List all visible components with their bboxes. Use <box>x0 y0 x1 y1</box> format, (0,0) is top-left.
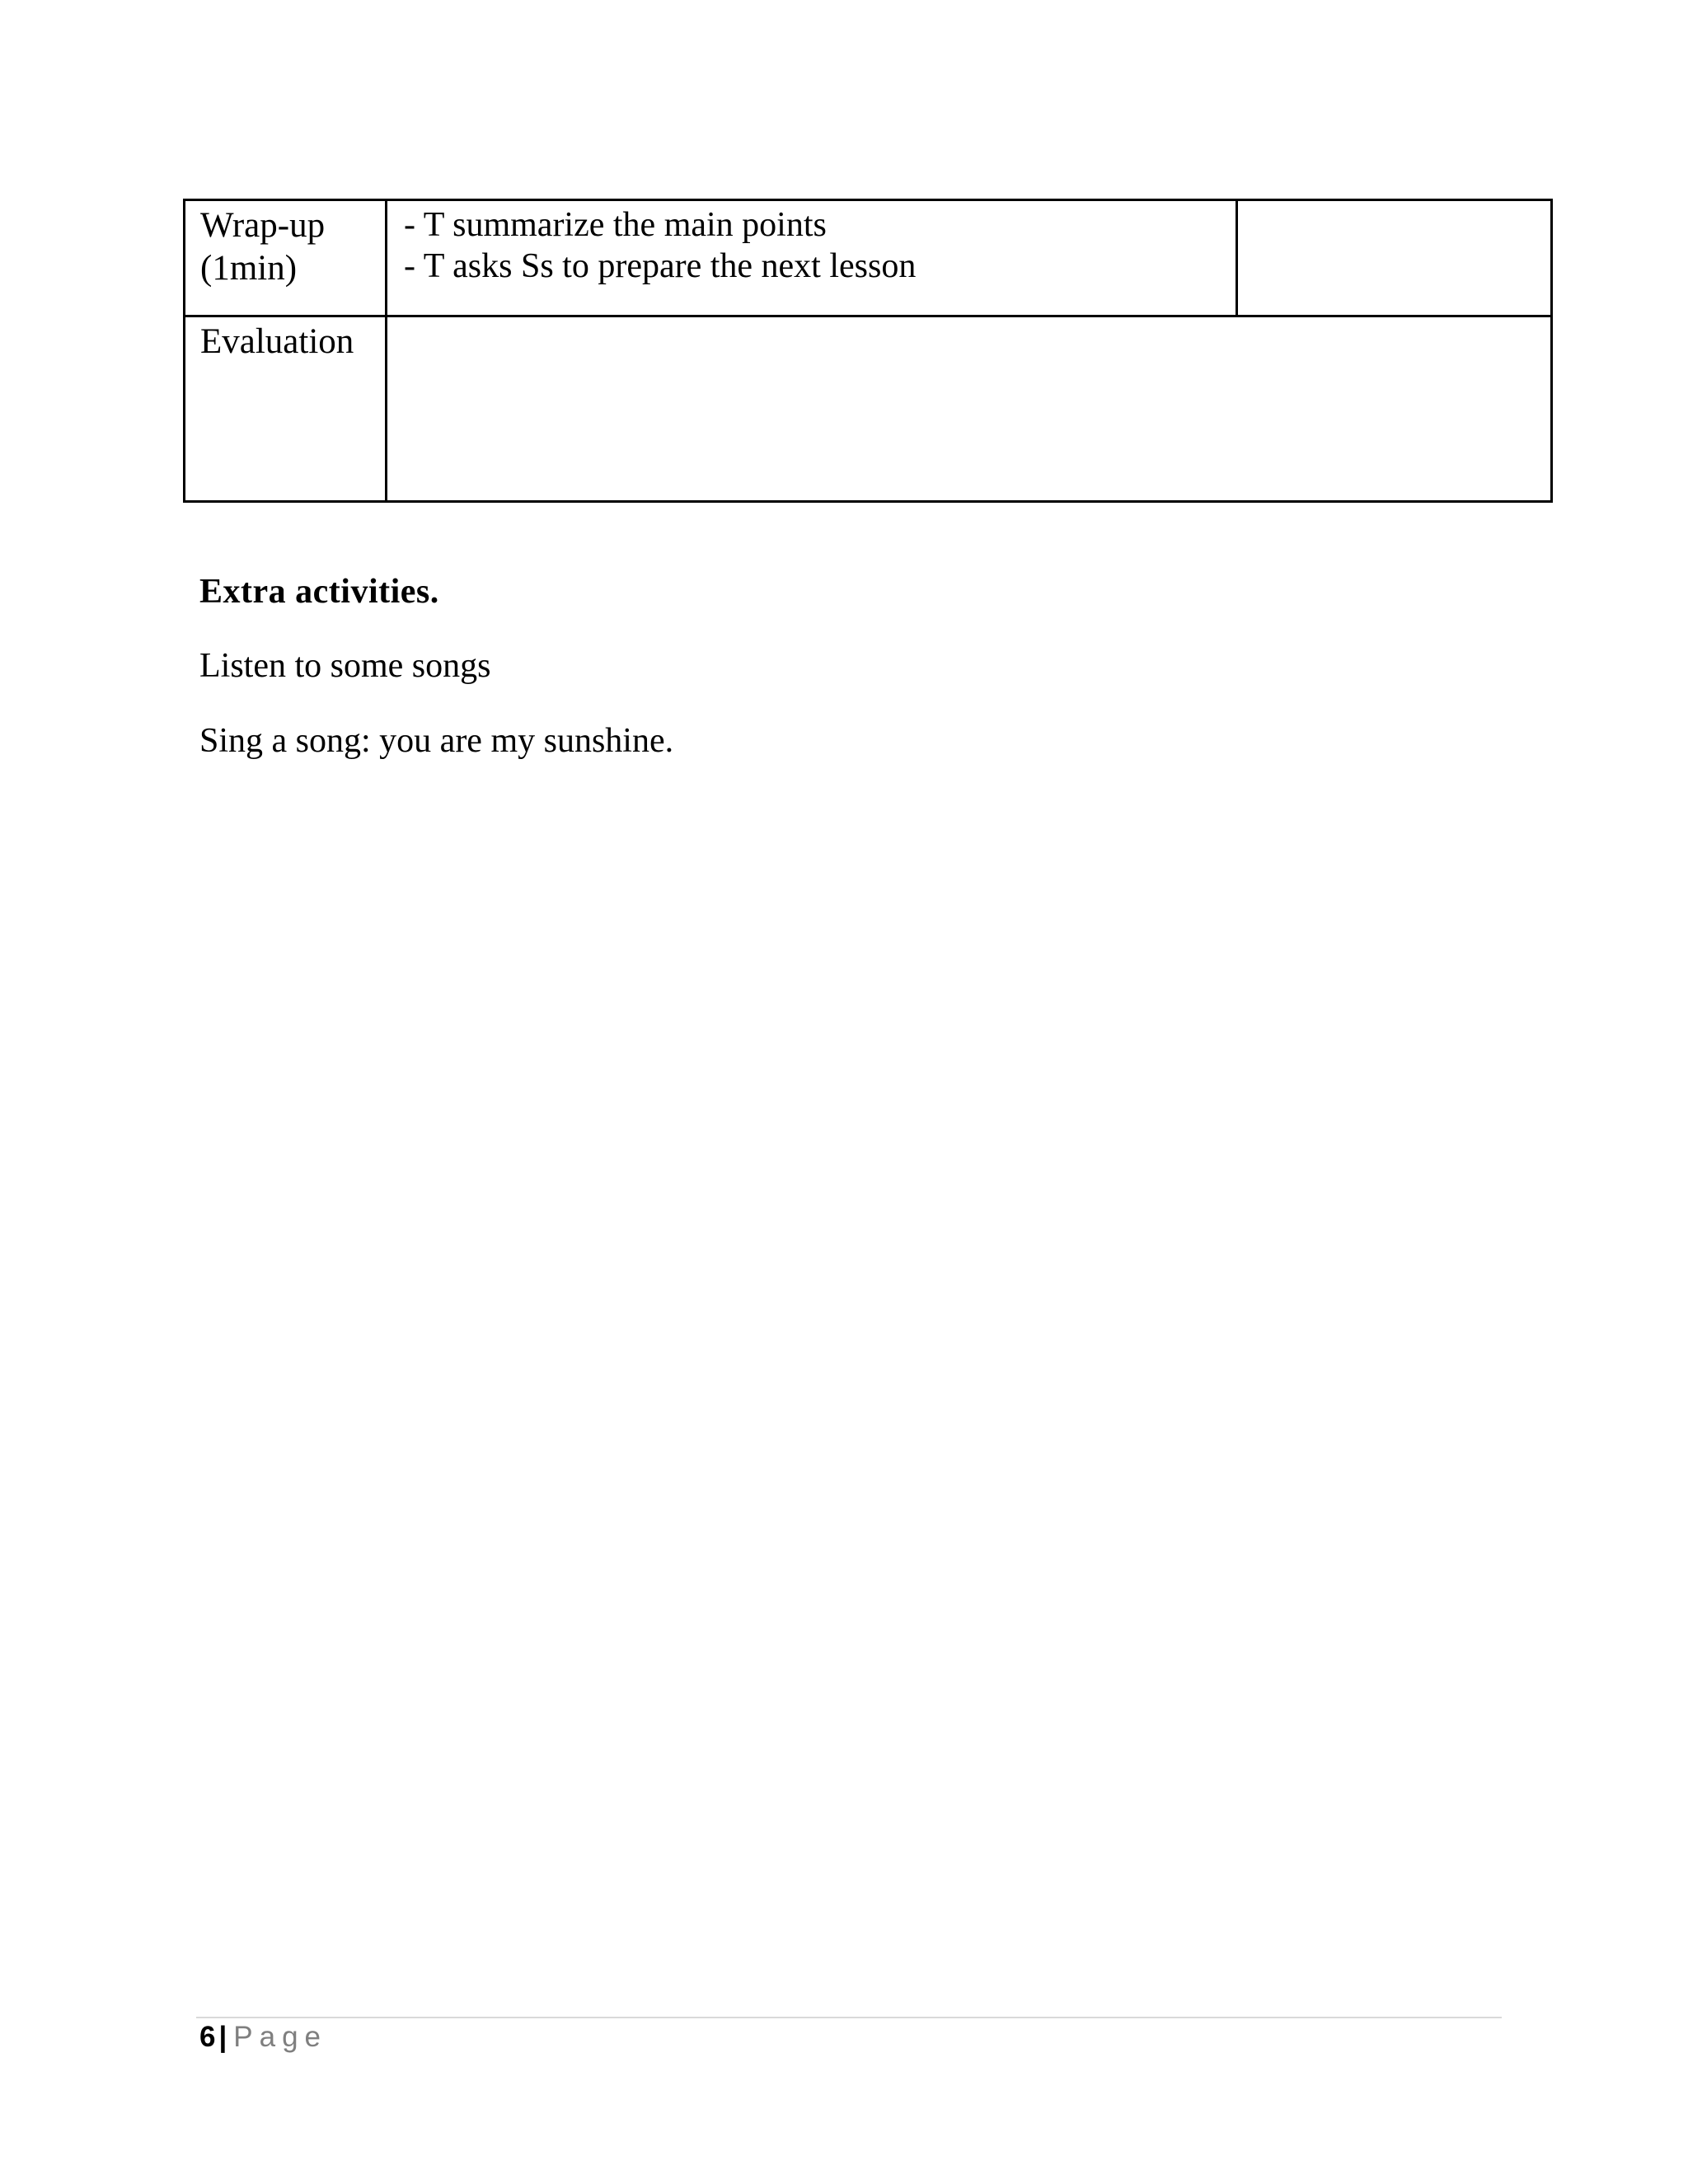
activity-cell-wrapup <box>387 200 1237 316</box>
stage-label: Wrap-up <box>200 206 326 245</box>
notes-cell-wrapup <box>1237 200 1552 316</box>
stage-cell-wrapup <box>185 200 387 316</box>
activity-line: - T asks Ss to prepare the next lesson <box>404 247 917 285</box>
page-number: 6 <box>199 2021 216 2053</box>
table-row-wrapup <box>185 200 1552 316</box>
extra-activity-item: Listen to some songs <box>199 647 491 685</box>
stage-cell-evaluation <box>185 316 387 502</box>
footer-divider <box>196 2017 1502 2018</box>
lesson-plan-table <box>183 199 1553 503</box>
stage-label: Evaluation <box>200 322 354 361</box>
evaluation-content-cell <box>387 316 1552 502</box>
page-word: Page <box>233 2021 328 2053</box>
table-row-evaluation <box>185 316 1552 502</box>
extra-activity-item: Sing a song: you are my sunshine. <box>199 722 674 760</box>
activity-line: - T summarize the main points <box>404 206 827 244</box>
stage-duration: (1min) <box>200 249 298 288</box>
page-separator: | <box>218 2021 227 2053</box>
page-footer <box>199 2021 327 2054</box>
extra-activities-heading: Extra activities. <box>199 573 439 611</box>
